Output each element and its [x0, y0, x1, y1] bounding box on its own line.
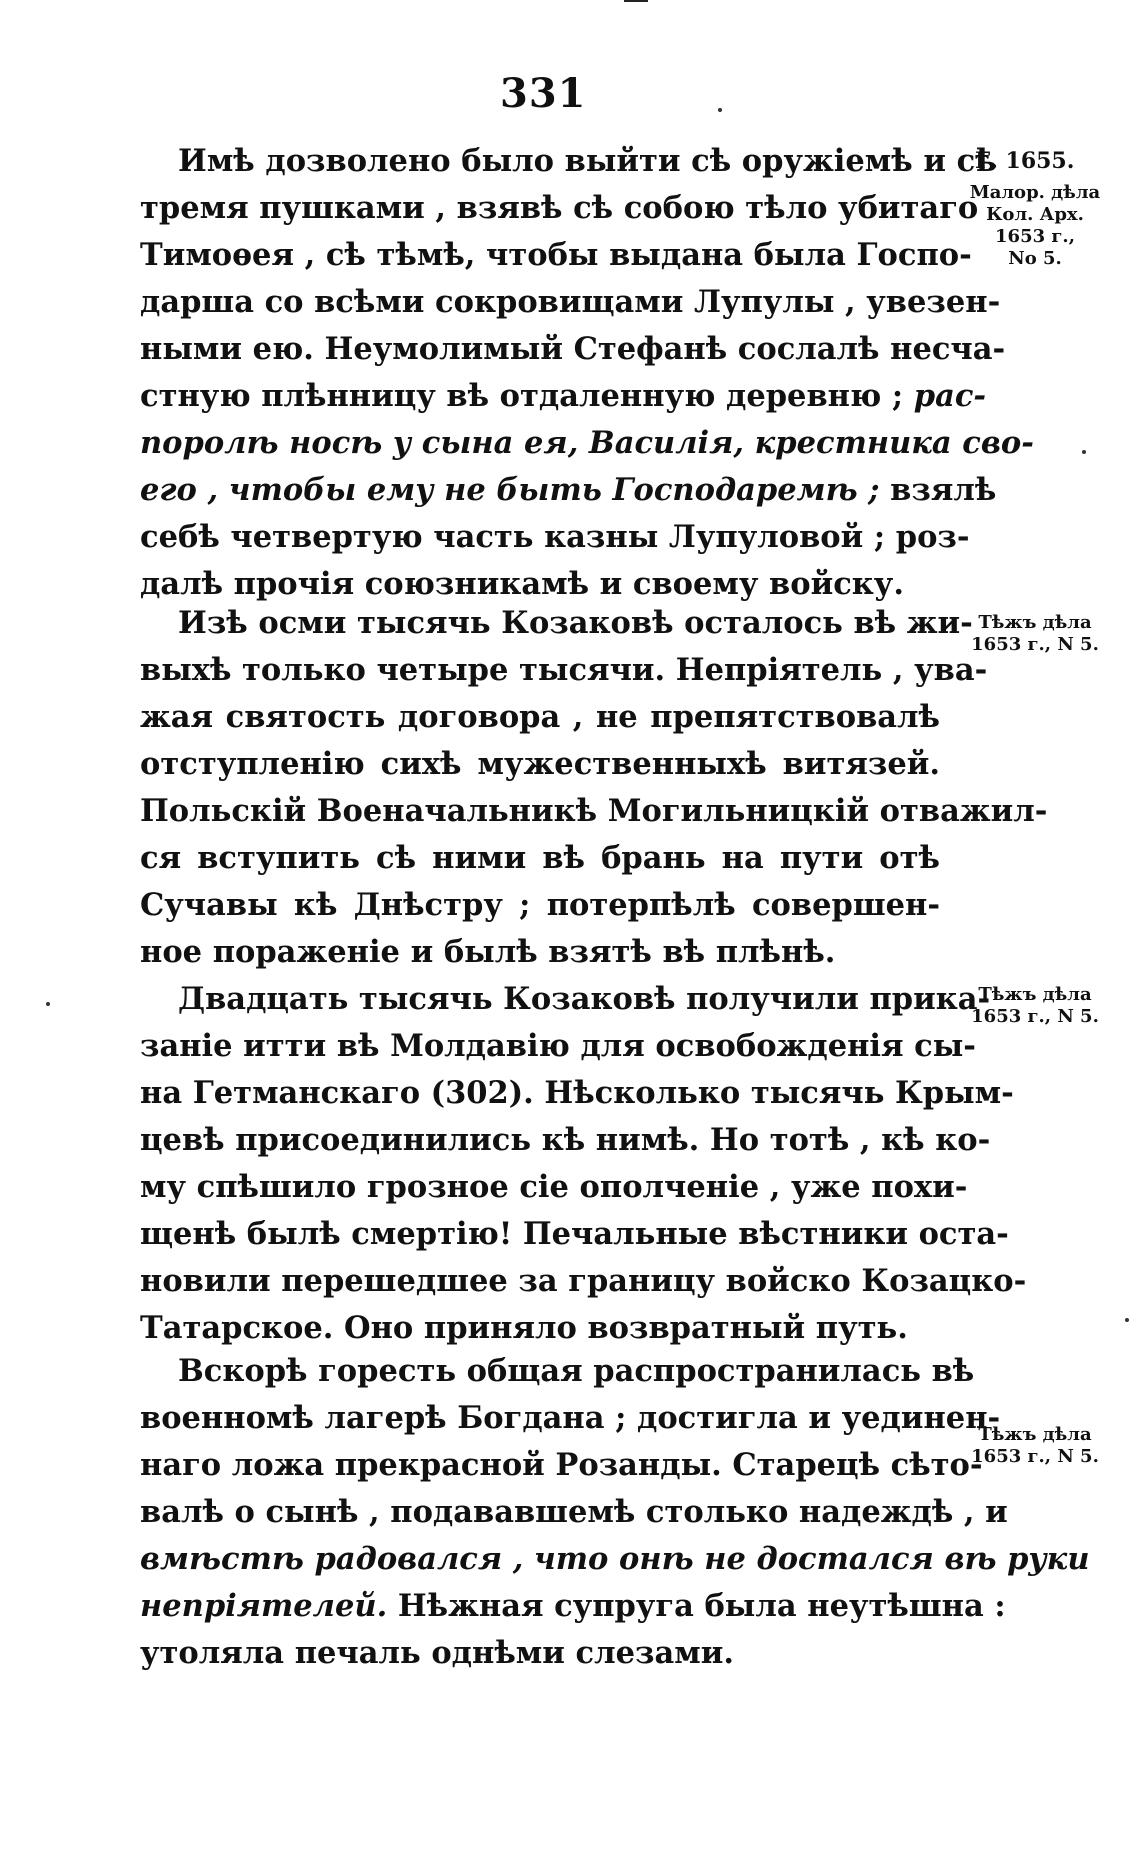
text-segment: Вскорѣ горесть общая распространилась вѣ	[178, 1353, 975, 1389]
margin-note-line: Тѣжъ дѣла	[978, 984, 1092, 1005]
margin-note-line: Г. 1655.	[975, 148, 1075, 174]
text-line	[140, 185, 979, 232]
margin-note-line: Малор. дѣла	[969, 182, 1101, 203]
text-segment: дарша со всѣми сокровищами Лупулы , увезен-	[140, 284, 1001, 320]
italic-text: рас-	[913, 378, 987, 414]
text-segment: Сучавы кѣ Днѣстру ; потерпѣлѣ совершен-	[140, 887, 940, 923]
margin-note-source	[960, 612, 1110, 656]
text-segment: му спѣшило грозное сіе ополченіе , уже похи-	[140, 1169, 968, 1205]
text-line	[140, 1164, 968, 1211]
margin-note-year	[975, 150, 1125, 172]
text-line	[140, 788, 1048, 835]
text-line	[140, 1023, 976, 1070]
margin-note-line: Кол. Арх.	[986, 204, 1084, 225]
text-segment: жая святость договора , не препятствовалѣ	[140, 699, 940, 735]
text-line	[140, 741, 940, 788]
text-line	[140, 1442, 983, 1489]
text-segment: утоляла печаль однѣми слезами.	[140, 1635, 734, 1671]
text-segment: выхѣ только четыре тысячи. Непріятель , ува-	[140, 652, 988, 688]
margin-note-line: 1653 г., N 5.	[971, 1006, 1099, 1027]
text-line	[140, 882, 940, 929]
text-segment: ное пораженіе и былѣ взятѣ вѣ плѣнѣ.	[140, 934, 836, 970]
margin-note-line: 1653 г., N 5.	[971, 1446, 1099, 1467]
text-segment: валѣ о сынѣ , подававшемѣ столько надеждѣ , и	[140, 1494, 1008, 1530]
margin-note-line: 1653 г.,	[995, 226, 1075, 247]
text-line	[140, 1583, 1006, 1630]
text-line	[140, 835, 940, 882]
text-line	[140, 467, 997, 514]
print-speck	[718, 108, 722, 112]
text-line	[140, 1070, 1014, 1117]
margin-note-source	[960, 984, 1110, 1028]
text-segment: взялѣ	[879, 472, 997, 508]
text-line	[140, 1117, 991, 1164]
margin-note-archive-source	[960, 182, 1110, 270]
italic-text: его , чтобы ему не быть Господаремѣ ;	[140, 472, 880, 508]
margin-note-line: Тѣжъ дѣла	[978, 1424, 1092, 1445]
text-line	[140, 373, 987, 420]
text-line	[140, 514, 970, 561]
text-line	[140, 279, 1001, 326]
text-line	[140, 1536, 1090, 1583]
text-segment: себѣ четвертую часть казны Лупуловой ; роз-	[140, 519, 970, 555]
text-line	[140, 1305, 940, 1352]
text-segment: стную плѣнницу вѣ отдаленную деревню ;	[140, 378, 914, 414]
text-segment: Тимоѳея , сѣ тѣмѣ, чтобы выдана была Госпо-	[140, 237, 972, 273]
text-line	[140, 1489, 1008, 1536]
page-number: 331	[500, 70, 587, 117]
text-line	[140, 1348, 975, 1395]
text-line	[140, 420, 1034, 467]
text-segment: Двадцать тысячь Козаковѣ получили прика-	[178, 981, 991, 1017]
italic-text: поролѣ носѣ у сына ея, Василія, крестника сво-	[140, 425, 1034, 461]
margin-note-line: No 5.	[1008, 248, 1062, 269]
text-segment: далѣ прочія союзникамѣ и своему войску.	[140, 566, 904, 602]
italic-text: вмѣстѣ радовался , что онѣ не достался вѣ руки	[140, 1541, 1090, 1577]
print-speck	[1125, 1318, 1129, 1322]
margin-note-line: 1653 г., N 5.	[971, 634, 1099, 655]
text-line	[140, 326, 1006, 373]
text-segment: отступленію сихѣ мужественныхѣ витязей.	[140, 746, 940, 782]
text-line	[140, 232, 972, 279]
text-line	[140, 1211, 1009, 1258]
text-line	[140, 1258, 1027, 1305]
text-segment: Нѣжная супруга была неутѣшна :	[387, 1588, 1006, 1624]
text-line	[140, 976, 991, 1023]
text-segment: на Гетманскаго (302). Нѣсколько тысячь Крым-	[140, 1075, 1014, 1111]
text-segment: военномѣ лагерѣ Богдана ; достигла и уединен-	[140, 1400, 1001, 1436]
text-line	[140, 647, 988, 694]
print-speck	[46, 1002, 50, 1006]
margin-note-line: Тѣжъ дѣла	[978, 612, 1092, 633]
paragraph-moldavia-order	[140, 976, 1027, 1352]
text-segment: Татарское. Оно приняло возвратный путь.	[140, 1310, 908, 1346]
text-line	[140, 1395, 1001, 1442]
top-edge-mark	[624, 0, 648, 2]
text-segment: ными ею. Неумолимый Стефанѣ сослалѣ несча-	[140, 331, 1006, 367]
text-segment: заніе итти вѣ Молдавію для освобожденія сы-	[140, 1028, 976, 1064]
text-line	[140, 600, 973, 647]
text-segment: цевѣ присоединились кѣ нимѣ. Но тотѣ , кѣ ко-	[140, 1122, 991, 1158]
text-line	[140, 694, 940, 741]
text-segment: тремя пушками , взявѣ сѣ собою тѣло убитаго	[140, 190, 979, 226]
text-segment: ся вступить сѣ ними вѣ брань на пути отѣ	[140, 840, 940, 876]
text-segment: Польскій Военачальникѣ Могильницкій отважил-	[140, 793, 1048, 829]
text-segment: щенѣ былѣ смертію! Печальные вѣстники оста-	[140, 1216, 1009, 1252]
text-line	[140, 138, 997, 185]
text-segment: Имѣ дозволено было выйти сѣ оружіемѣ и сѣ	[178, 143, 997, 179]
text-line	[140, 1630, 940, 1677]
text-segment: новили перешедшее за границу войско Козацко-	[140, 1263, 1027, 1299]
text-segment: Изѣ осми тысячь Козаковѣ осталось вѣ жи-	[178, 605, 973, 641]
print-speck	[1082, 450, 1086, 454]
text-segment: наго ложа прекрасной Розанды. Старецѣ сѣто-	[140, 1447, 983, 1483]
italic-text: непріятелей.	[140, 1588, 388, 1624]
text-line	[140, 929, 940, 976]
margin-note-source	[960, 1424, 1110, 1468]
